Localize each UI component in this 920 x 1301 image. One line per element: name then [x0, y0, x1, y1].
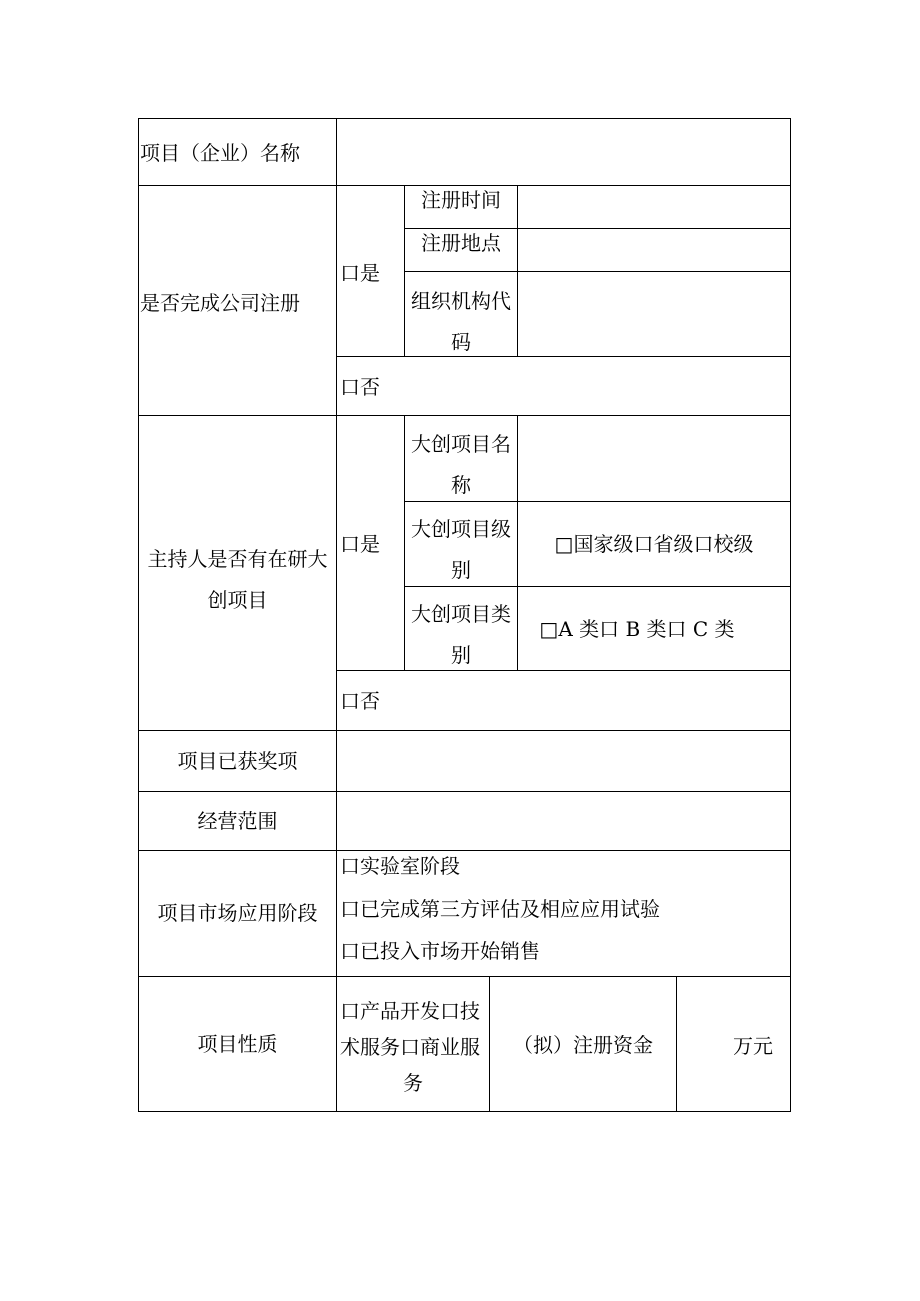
- project-nature-label: 项目性质: [197, 1032, 278, 1056]
- innovation-level-label: 别: [451, 558, 471, 582]
- market-stage-option-selling[interactable]: 口已投入市场开始销售: [340, 939, 540, 963]
- innovation-name-field[interactable]: [518, 416, 789, 501]
- innovation-label: 创项目: [207, 588, 268, 612]
- awards-label: 项目已获奖项: [177, 749, 298, 773]
- table-divider: [336, 356, 791, 357]
- innovation-yes-checkbox[interactable]: 口是: [340, 532, 380, 556]
- business-scope-label: 经营范围: [197, 809, 278, 833]
- innovation-type-options[interactable]: □A 类口 B 类口 C 类: [539, 617, 735, 641]
- registered-capital-unit: 万元: [733, 1034, 773, 1058]
- table-divider: [336, 118, 337, 1112]
- org-code-field[interactable]: [518, 272, 789, 356]
- registration-place-label: 注册地点: [421, 231, 501, 255]
- table-divider: [404, 586, 791, 587]
- registration-no-checkbox[interactable]: 口否: [340, 375, 380, 399]
- table-divider: [404, 501, 791, 502]
- table-divider: [138, 850, 791, 851]
- registration-time-field[interactable]: [518, 186, 789, 228]
- org-code-label: 码: [451, 330, 471, 354]
- market-stage-option-evaluated[interactable]: 口已完成第三方评估及相应应用试验: [340, 897, 660, 921]
- market-stage-option-lab[interactable]: 口实验室阶段: [340, 854, 460, 878]
- table-divider: [138, 976, 791, 977]
- registered-capital-label: （拟）注册资金: [513, 1033, 653, 1057]
- table-divider: [676, 976, 677, 1112]
- project-name-label: 项目（企业）名称: [140, 141, 300, 165]
- project-nature-options[interactable]: 务: [403, 1071, 423, 1095]
- market-stage-label: 项目市场应用阶段: [157, 901, 318, 925]
- org-code-label: 组织机构代: [411, 289, 511, 313]
- project-nature-options[interactable]: 术服务口商业服: [340, 1035, 480, 1059]
- table-divider: [336, 670, 791, 671]
- table-border-left: [138, 118, 139, 1112]
- registration-yes-checkbox[interactable]: 口是: [340, 261, 380, 285]
- project-nature-options[interactable]: 口产品开发口技: [340, 999, 480, 1023]
- registration-time-label: 注册时间: [421, 188, 501, 212]
- innovation-level-options[interactable]: □国家级口省级口校级: [554, 532, 754, 556]
- project-name-field[interactable]: [337, 119, 789, 185]
- registration-label: 是否完成公司注册: [140, 291, 300, 315]
- innovation-name-label: 称: [451, 473, 471, 497]
- innovation-name-label: 大创项目名: [411, 432, 511, 456]
- innovation-type-label: 大创项目类: [411, 602, 511, 626]
- innovation-no-checkbox[interactable]: 口否: [340, 689, 380, 713]
- innovation-label: 主持人是否有在研大: [147, 547, 328, 571]
- innovation-level-label: 大创项目级: [411, 517, 511, 541]
- registration-place-field[interactable]: [518, 229, 789, 271]
- table-border-bottom: [138, 1111, 791, 1112]
- awards-field[interactable]: [337, 731, 789, 791]
- business-scope-field[interactable]: [337, 792, 789, 850]
- innovation-type-label: 别: [451, 643, 471, 667]
